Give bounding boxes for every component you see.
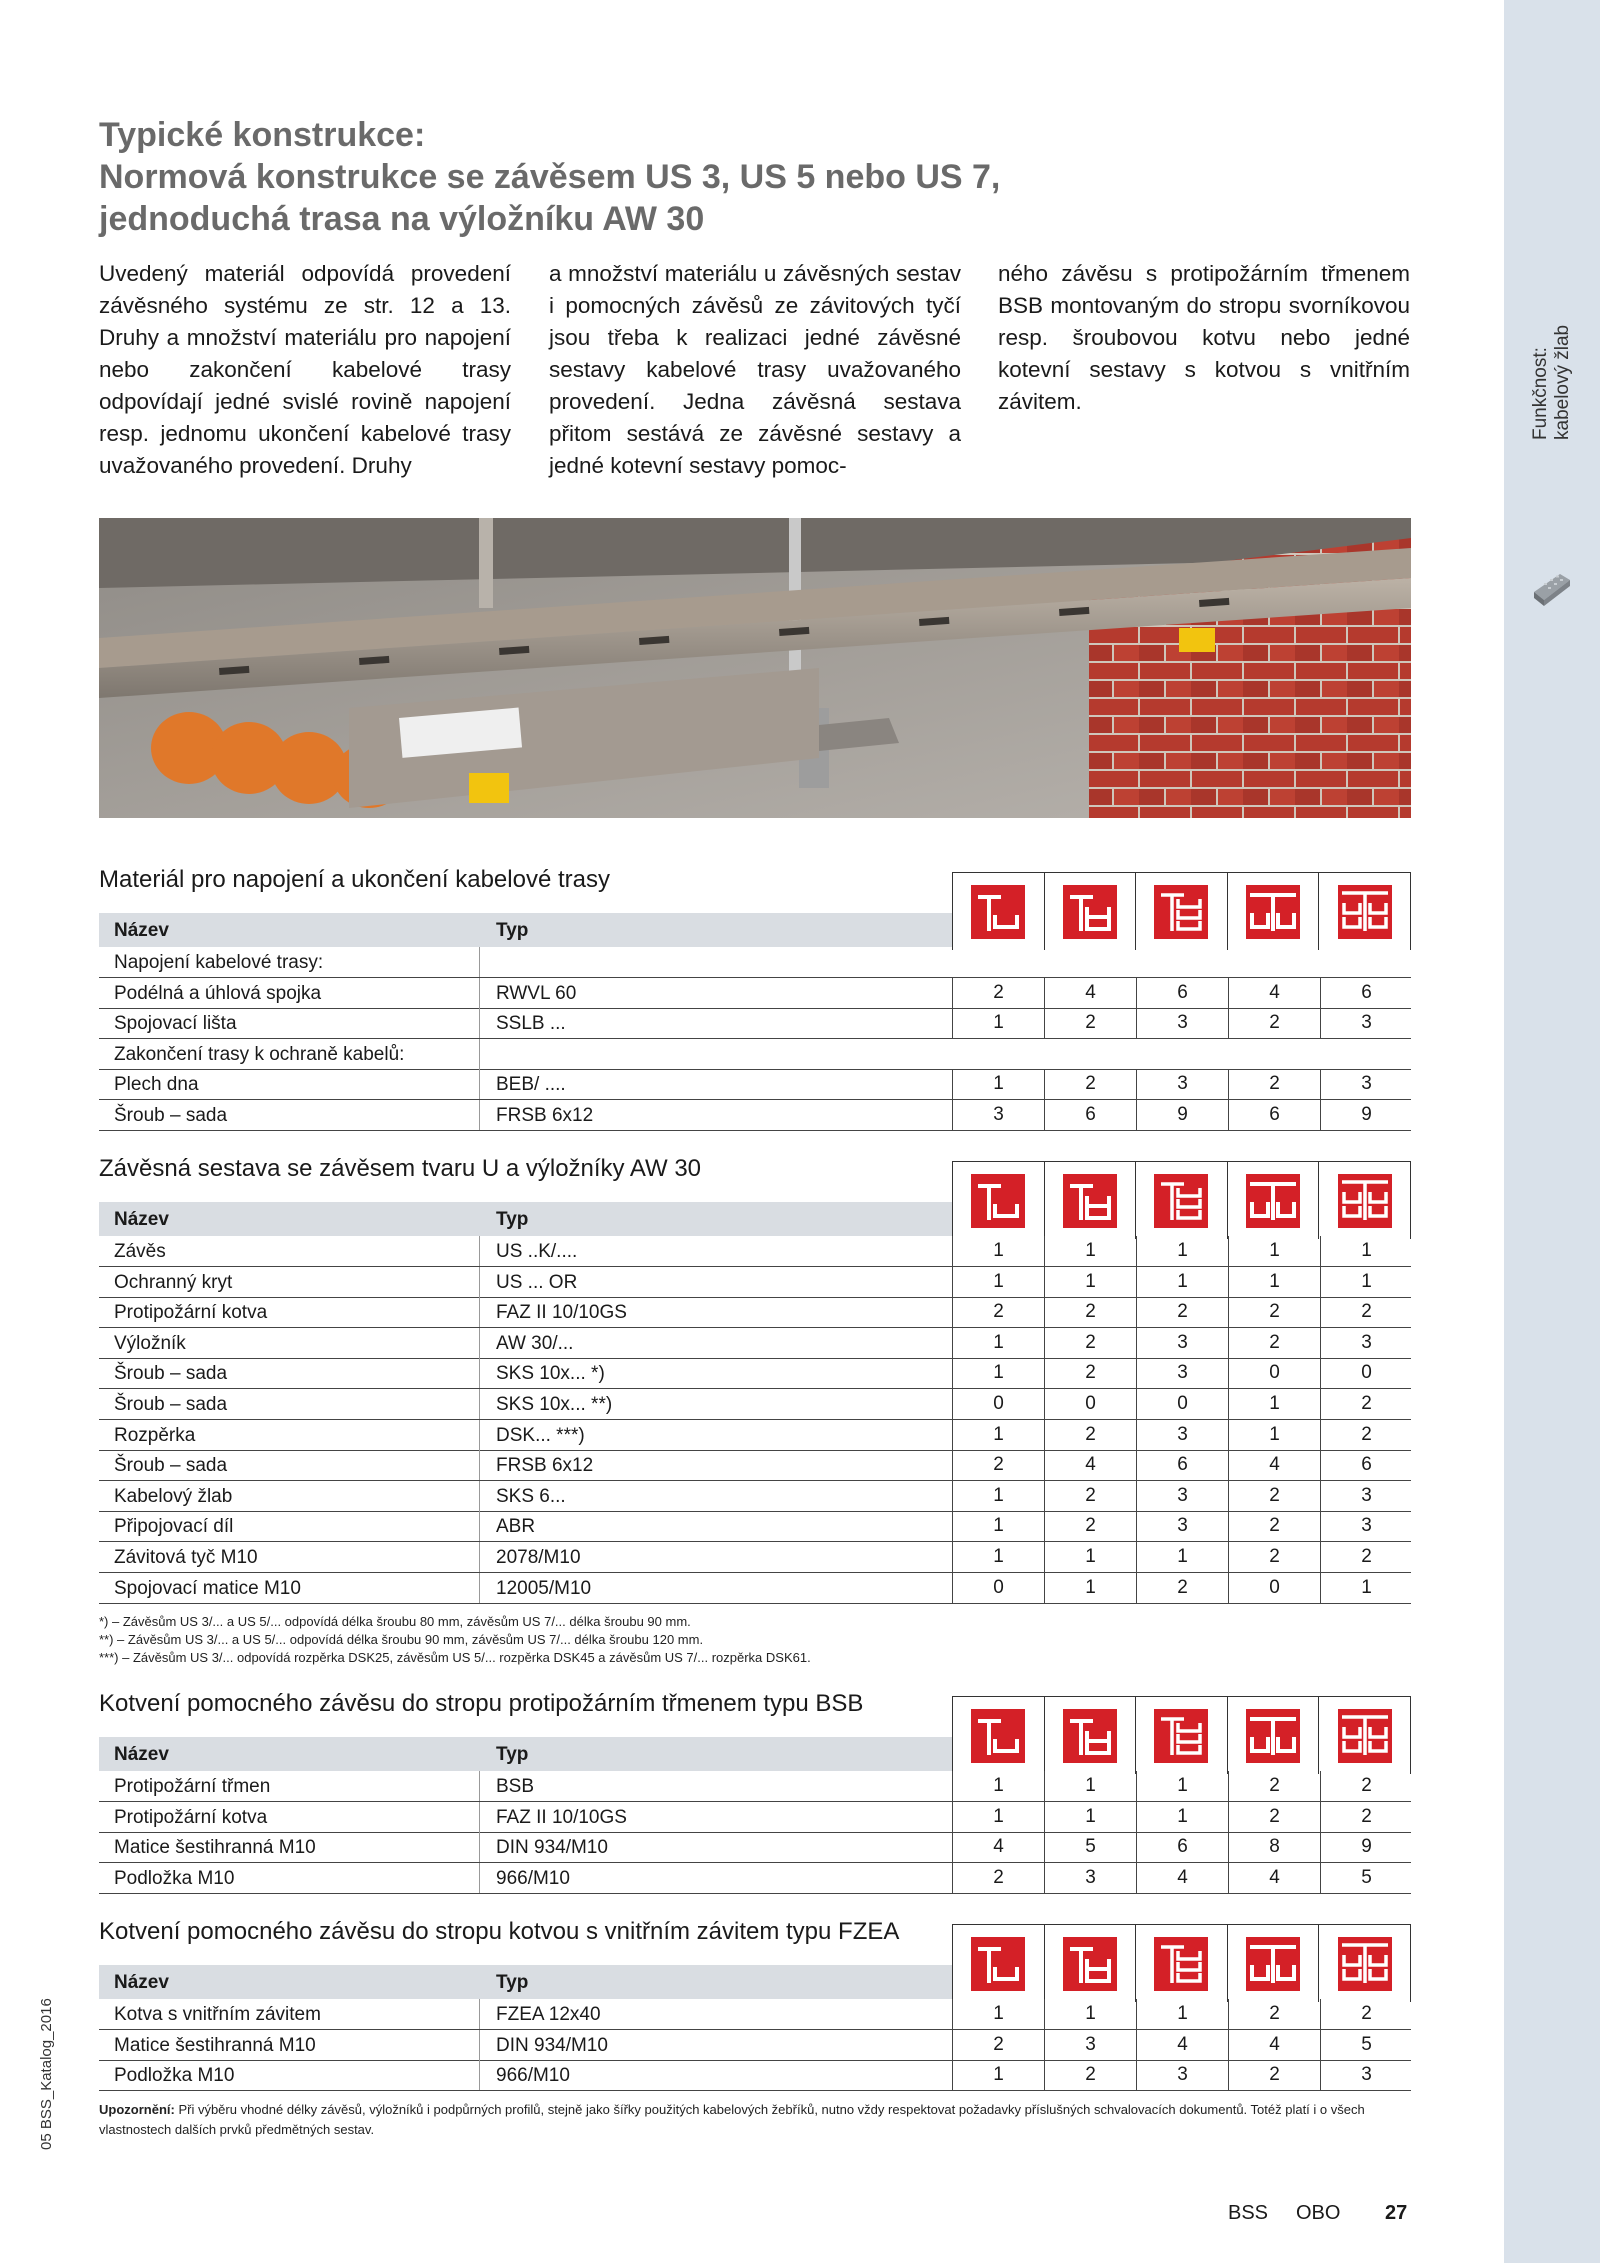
- page-number: 27: [1385, 2202, 1408, 2224]
- cable-tray-icon: [1530, 566, 1574, 610]
- value-cell: 1: [1044, 1542, 1136, 1572]
- row-name: Spojovací matice M10: [114, 1577, 301, 1599]
- single-tray-icon: [953, 1162, 1044, 1239]
- value-cell: 2: [1044, 1358, 1136, 1388]
- value-cell: 1: [952, 1328, 1044, 1358]
- value-cell: 1: [952, 1358, 1044, 1388]
- value-cell: 6: [1136, 978, 1228, 1008]
- table-row: [99, 1832, 1411, 1863]
- value-cell: 0: [1228, 1358, 1320, 1388]
- value-cell: 1: [1136, 1771, 1228, 1801]
- value-cell: 2: [1320, 1297, 1412, 1327]
- row-type: AW 30/...: [496, 1332, 574, 1354]
- table-row: [99, 1999, 1411, 2030]
- note-text: Při výběru vhodné délky závěsů, výložníků i podpůrných profilů, stejně jako šířky použitých kabelových žebříků, nutno vždy respektovat požadavky příslušných schvalovacích dokumentů. Totéž platí i o všech vlastnostech dalších prvků předmětných sestav.: [99, 2102, 1365, 2137]
- row-name: Připojovací díl: [114, 1516, 234, 1538]
- table-4-title: Kotvení pomocného závěsu do stropu kotvou s vnitřním závitem typu FZEA: [99, 1918, 900, 1945]
- value-cell: 4: [1228, 2030, 1320, 2060]
- value-cell: 2: [1044, 1511, 1136, 1541]
- value-cell: 4: [1228, 1863, 1320, 1893]
- value-cell: 3: [1136, 1420, 1228, 1450]
- value-cell: 3: [1320, 1328, 1412, 1358]
- value-cell: 2: [1044, 1069, 1136, 1099]
- value-cell: 2: [1228, 1511, 1320, 1541]
- table-1-title: Materiál pro napojení a ukončení kabelové trasy: [99, 866, 610, 893]
- type-cell: [479, 947, 1412, 977]
- triple-tray-icon: [1135, 1697, 1227, 1774]
- table-1-icon-row: [952, 872, 1411, 950]
- value-cell: 2: [1044, 1420, 1136, 1450]
- row-type: FAZ II 10/10GS: [496, 1302, 627, 1324]
- value-cell: 5: [1320, 1863, 1412, 1893]
- table-row: [99, 978, 1411, 1009]
- value-cell: 1: [1044, 1771, 1136, 1801]
- table-2-title: Závěsná sestava se závěsem tvaru U a výložníky AW 30: [99, 1155, 702, 1182]
- value-cell: 2: [1228, 1802, 1320, 1832]
- value-cell: 2: [1320, 1771, 1412, 1801]
- row-name: Podložka M10: [114, 2065, 235, 2087]
- value-cell: 2: [1044, 1481, 1136, 1511]
- row-type: US ... OR: [496, 1271, 578, 1293]
- value-cell: 1: [952, 1481, 1044, 1511]
- row-name: Protipožární kotva: [114, 1806, 268, 1828]
- row-name: Protipožární třmen: [114, 1776, 271, 1797]
- footnote-2: **) – Závěsům US 3/... a US 5/... odpovídá délka šroubu 90 mm, závěsům US 7/... délka šroubu 120 mm.: [99, 1632, 704, 1647]
- value-cell: 1: [1044, 1573, 1136, 1603]
- double-side-tray-icon: [1227, 1925, 1319, 2002]
- table-row: [99, 2060, 1411, 2091]
- value-cell: 0: [952, 1389, 1044, 1419]
- value-cell: 2: [1320, 1420, 1412, 1450]
- value-cell: 2: [1136, 1573, 1228, 1603]
- value-cell: 8: [1228, 1832, 1320, 1862]
- value-cell: 4: [1044, 1450, 1136, 1480]
- value-cell: 1: [1228, 1236, 1320, 1266]
- row-name: Podélná a úhlová spojka: [114, 982, 322, 1004]
- row-name: Rozpěrka: [114, 1424, 196, 1446]
- value-cell: 0: [1228, 1573, 1320, 1603]
- value-cell: 9: [1320, 1832, 1412, 1862]
- row-name: Spojovací lišta: [114, 1013, 237, 1035]
- value-cell: 4: [1228, 978, 1320, 1008]
- double-both-side-tray-icon: [1318, 873, 1410, 950]
- value-cell: 1: [1320, 1267, 1412, 1297]
- value-cell: 4: [952, 1832, 1044, 1862]
- row-name: Kabelový žlab: [114, 1485, 233, 1507]
- value-cell: 1: [1136, 1999, 1228, 2029]
- value-cell: 3: [1136, 1511, 1228, 1541]
- table-row: [99, 2030, 1411, 2061]
- value-cell: 1: [952, 1069, 1044, 1099]
- value-cell: 1: [952, 1542, 1044, 1572]
- row-name: Napojení kabelové trasy:: [114, 952, 324, 973]
- value-cell: 6: [1044, 1100, 1136, 1130]
- table-2-header: Název Typ: [99, 1202, 952, 1236]
- row-name: Šroub – sada: [114, 1105, 228, 1126]
- value-cell: 3: [1320, 1481, 1412, 1511]
- single-tray-icon: [953, 1925, 1044, 2002]
- value-cell: 1: [1044, 1236, 1136, 1266]
- double-tray-icon: [1044, 1697, 1136, 1774]
- row-name: Šroub – sada: [114, 1455, 228, 1477]
- value-cell: 3: [1136, 2060, 1228, 2090]
- triple-tray-icon: [1135, 1925, 1227, 2002]
- table-row: [99, 1511, 1411, 1542]
- footer-brand-bss: BSS: [1228, 2202, 1269, 2224]
- type-cell: [479, 1039, 1412, 1069]
- value-cell: 2: [1228, 1008, 1320, 1038]
- value-cell: 1: [1136, 1542, 1228, 1572]
- row-name: Závitová tyč M10: [114, 1547, 258, 1568]
- single-tray-icon: [953, 1697, 1044, 1774]
- value-cell: 2: [1228, 1999, 1320, 2029]
- value-cell: 6: [1320, 978, 1412, 1008]
- value-cell: 3: [1320, 2060, 1412, 2090]
- table-row: [99, 1358, 1411, 1389]
- value-cell: 4: [1044, 978, 1136, 1008]
- table-row: [99, 1542, 1411, 1573]
- row-name: Podložka M10: [114, 1867, 235, 1889]
- double-tray-icon: [1044, 873, 1136, 950]
- row-name: Ochranný kryt: [114, 1271, 233, 1293]
- value-cell: 2: [1044, 2060, 1136, 2090]
- footer-brand-obo: OBO: [1296, 2202, 1341, 2224]
- double-side-tray-icon: [1227, 873, 1319, 950]
- value-cell: 6: [1320, 1450, 1412, 1480]
- note: [99, 2100, 1419, 2140]
- value-cell: 1: [952, 1511, 1044, 1541]
- row-type: DSK... ***): [496, 1424, 585, 1446]
- value-cell: 4: [1136, 1863, 1228, 1893]
- row-type: 966/M10: [496, 1867, 570, 1889]
- value-cell: 0: [1136, 1389, 1228, 1419]
- row-type: FRSB 6x12: [496, 1455, 594, 1477]
- value-cell: 2: [1044, 1328, 1136, 1358]
- page-title: Typické konstrukce: Normová konstrukce se závěsem US 3, US 5 nebo US 7, jednoduchá trasa na výložníku AW 30: [99, 116, 1001, 238]
- value-cell: 2: [1228, 2060, 1320, 2090]
- row-type: SKS 10x... **): [496, 1394, 613, 1415]
- table-row: [99, 1389, 1411, 1420]
- row-type: US ..K/....: [496, 1241, 578, 1262]
- intro-column-1: Uvedený materiál odpovídá provedení závěsného systému ze str. 12 a 13. Druhy a množství materiálu pro napojení nebo zakončení kabelové trasy odpovídají jedné svislé rovině napojení resp. jednomu ukončení kabelové trasy uvažovaného provedení. Druhy: [99, 261, 511, 478]
- catalog-label: 05 BSS_Katalog_2016: [38, 1998, 55, 2150]
- value-cell: 1: [952, 1267, 1044, 1297]
- triple-tray-icon: [1135, 1162, 1227, 1239]
- table-row: [99, 1450, 1411, 1481]
- value-cell: 2: [1228, 1771, 1320, 1801]
- value-cell: 6: [1136, 1832, 1228, 1862]
- table-row: [99, 1863, 1411, 1894]
- table-row: [99, 1481, 1411, 1512]
- row-name: Závěs: [114, 1241, 166, 1262]
- value-cell: 2: [1044, 1297, 1136, 1327]
- value-cell: 9: [1320, 1100, 1412, 1130]
- value-cell: 0: [1320, 1358, 1412, 1388]
- value-cell: 2: [1320, 1389, 1412, 1419]
- value-cell: 1: [952, 2060, 1044, 2090]
- value-cell: 1: [1320, 1573, 1412, 1603]
- table-3-title: Kotvení pomocného závěsu do stropu protipožárním třmenem typu BSB: [99, 1690, 864, 1717]
- table-row: [99, 1069, 1411, 1100]
- value-cell: 0: [952, 1573, 1044, 1603]
- value-cell: 2: [1136, 1297, 1228, 1327]
- value-cell: 2: [1044, 1008, 1136, 1038]
- row-name: Šroub – sada: [114, 1394, 228, 1415]
- single-tray-icon: [953, 873, 1044, 950]
- value-cell: 3: [1320, 1008, 1412, 1038]
- row-type: SSLB ...: [496, 1013, 566, 1035]
- row-type: FAZ II 10/10GS: [496, 1806, 627, 1828]
- value-cell: 2: [952, 1297, 1044, 1327]
- row-name: Zakončení trasy k ochraně kabelů:: [114, 1043, 405, 1065]
- double-both-side-tray-icon: [1318, 1697, 1410, 1774]
- row-type: DIN 934/M10: [496, 1837, 608, 1859]
- note-label: Upozornění:: [99, 2102, 175, 2117]
- value-cell: 2: [1228, 1481, 1320, 1511]
- value-cell: 1: [1136, 1236, 1228, 1266]
- value-cell: 3: [1320, 1069, 1412, 1099]
- value-cell: 5: [1320, 2030, 1412, 2060]
- value-cell: 3: [1136, 1358, 1228, 1388]
- double-both-side-tray-icon: [1318, 1925, 1410, 2002]
- value-cell: 1: [952, 1420, 1044, 1450]
- value-cell: 2: [1228, 1542, 1320, 1572]
- value-cell: 5: [1044, 1832, 1136, 1862]
- row-type: RWVL 60: [496, 982, 577, 1004]
- value-cell: 1: [952, 1236, 1044, 1266]
- table-1-header: Název Typ: [99, 913, 952, 947]
- table-row: [99, 1008, 1411, 1039]
- double-side-tray-icon: [1227, 1697, 1319, 1774]
- double-tray-icon: [1044, 1162, 1136, 1239]
- value-cell: 1: [1136, 1267, 1228, 1297]
- table-row: [99, 1236, 1411, 1267]
- installation-photo: [99, 518, 1411, 818]
- value-cell: 1: [1228, 1389, 1320, 1419]
- table-row: [99, 1100, 1411, 1131]
- row-type: 966/M10: [496, 2065, 570, 2087]
- value-cell: 1: [1044, 1267, 1136, 1297]
- row-type: BEB/ ....: [496, 1074, 566, 1096]
- row-type: FRSB 6x12: [496, 1105, 594, 1126]
- value-cell: 2: [952, 1863, 1044, 1893]
- table-row: [99, 947, 1411, 978]
- table-4-icon-row: [952, 1924, 1411, 2002]
- row-name: Matice šestihranná M10: [114, 2034, 316, 2056]
- row-name: Matice šestihranná M10: [114, 1837, 316, 1859]
- table-row: [99, 1039, 1411, 1070]
- value-cell: 3: [1044, 2030, 1136, 2060]
- row-name: Kotva s vnitřním závitem: [114, 2004, 321, 2025]
- value-cell: 4: [1228, 1450, 1320, 1480]
- row-type: ABR: [496, 1516, 536, 1538]
- value-cell: 3: [1320, 1511, 1412, 1541]
- double-tray-icon: [1044, 1925, 1136, 2002]
- value-cell: 2: [952, 2030, 1044, 2060]
- value-cell: 2: [1228, 1297, 1320, 1327]
- value-cell: 3: [1136, 1008, 1228, 1038]
- value-cell: 1: [952, 1008, 1044, 1038]
- value-cell: 2: [1228, 1328, 1320, 1358]
- value-cell: 2: [1320, 1802, 1412, 1832]
- triple-tray-icon: [1135, 873, 1227, 950]
- value-cell: 2: [1320, 1542, 1412, 1572]
- value-cell: 1: [1228, 1267, 1320, 1297]
- row-type: DIN 934/M10: [496, 2034, 608, 2056]
- row-type: 2078/M10: [496, 1547, 581, 1568]
- row-name: Šroub – sada: [114, 1363, 228, 1385]
- value-cell: 6: [1136, 1450, 1228, 1480]
- table-row: [99, 1573, 1411, 1604]
- sidebar-label: Funkčnost: kabelový žlab: [1530, 324, 1573, 440]
- footnote-3: ***) – Závěsům US 3/... odpovídá rozpěrka DSK25, závěsům US 5/... rozpěrka DSK45 a závěsům US 7/... rozpěrka DSK61.: [99, 1650, 811, 1665]
- value-cell: 3: [1136, 1069, 1228, 1099]
- row-name: Výložník: [114, 1332, 186, 1354]
- value-cell: 1: [952, 1771, 1044, 1801]
- double-both-side-tray-icon: [1318, 1162, 1410, 1239]
- value-cell: 2: [952, 978, 1044, 1008]
- row-type: FZEA 12x40: [496, 2004, 601, 2025]
- value-cell: 1: [1320, 1236, 1412, 1266]
- value-cell: 6: [1228, 1100, 1320, 1130]
- value-cell: 0: [1044, 1389, 1136, 1419]
- value-cell: 2: [1228, 1069, 1320, 1099]
- row-type: BSB: [496, 1776, 535, 1797]
- type-cell: [479, 1511, 953, 1541]
- value-cell: 1: [952, 1802, 1044, 1832]
- table-4-header: Název Typ: [99, 1965, 952, 1999]
- value-cell: 2: [1320, 1999, 1412, 2029]
- value-cell: 3: [952, 1100, 1044, 1130]
- table-row: [99, 1328, 1411, 1359]
- value-cell: 4: [1136, 2030, 1228, 2060]
- value-cell: 3: [1044, 1863, 1136, 1893]
- table-row: [99, 1267, 1411, 1298]
- value-cell: 1: [1136, 1802, 1228, 1832]
- value-cell: 1: [952, 1999, 1044, 2029]
- row-name: Plech dna: [114, 1074, 199, 1096]
- table-row: [99, 1297, 1411, 1328]
- intro-column-2: a množství materiálu u závěsných sestav i pomocných závěsů ze závitových tyčí jsou třeba k realizaci jedné závěsné sestavy kabelové trasy uvažovaného provedení. Jedna závěsná sestava přitom sestává ze závěsné sestavy a jedné kotevní sestavy pomoc-: [549, 261, 961, 478]
- type-cell: [479, 1771, 953, 1801]
- value-cell: 2: [952, 1450, 1044, 1480]
- table-row: [99, 1420, 1411, 1451]
- footnote-1: *) – Závěsům US 3/... a US 5/... odpovídá délka šroubu 80 mm, závěsům US 7/... délka šroubu 90 mm.: [99, 1614, 691, 1629]
- double-side-tray-icon: [1227, 1162, 1319, 1239]
- table-2-icon-row: [952, 1161, 1411, 1239]
- value-cell: 1: [1044, 1802, 1136, 1832]
- table-3-header: Název Typ: [99, 1737, 952, 1771]
- table-3-icon-row: [952, 1696, 1411, 1774]
- row-name: Protipožární kotva: [114, 1302, 268, 1324]
- value-cell: 3: [1136, 1481, 1228, 1511]
- value-cell: 1: [1228, 1420, 1320, 1450]
- table-row: [99, 1802, 1411, 1833]
- intro-column-3: ného závěsu s protipožárním třmenem BSB montovaným do stropu svorníkovou resp. šroubovou kotvu nebo jedné kotevní sestavy s kotvou s vnitřním závitem.: [998, 261, 1410, 414]
- value-cell: 1: [1044, 1999, 1136, 2029]
- table-row: [99, 1771, 1411, 1802]
- row-type: 12005/M10: [496, 1577, 592, 1599]
- row-type: SKS 6...: [496, 1485, 566, 1507]
- row-type: SKS 10x... *): [496, 1363, 605, 1385]
- value-cell: 9: [1136, 1100, 1228, 1130]
- value-cell: 3: [1136, 1328, 1228, 1358]
